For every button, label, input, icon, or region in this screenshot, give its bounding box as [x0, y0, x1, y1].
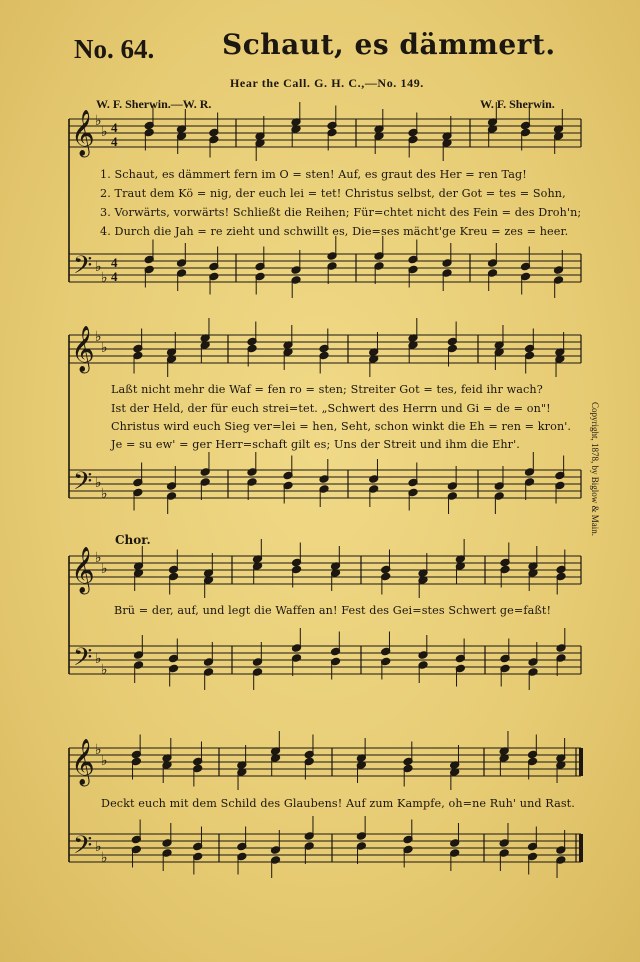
- flat-sign: ♭: [101, 270, 108, 286]
- flat-sign: ♭: [95, 839, 102, 855]
- verse-1-line-2: Laßt nicht mehr die Waf = fen ro = sten; Streiter Got = tes, feid ihr wach?: [111, 383, 543, 396]
- hymn-title: Schaut, es dämmert.: [222, 28, 556, 61]
- treble-clef: 𝄞: [71, 110, 95, 156]
- chorus-lyric-2: Deckt euch mit dem Schild des Glaubens! Auf zum Kampfe, oh=ne Ruh' und Rast.: [101, 797, 575, 810]
- flat-sign: ♭: [95, 475, 102, 491]
- chorus-label: Chor.: [115, 533, 151, 547]
- bass-clef: 𝄢: [73, 467, 93, 502]
- tune-reference: Hear the Call. G. H. C.,—No. 149.: [230, 76, 424, 90]
- chorus-lyric-1: Brü = der, auf, und legt die Waffen an! Fest des Gei=stes Schwert ge=faßt!: [114, 604, 552, 617]
- music-credit: W. F. Sherwin.: [480, 97, 555, 111]
- verse-3-line-1: 3. Vorwärts, vorwärts! Schließt die Reihen; Für=chtet nicht des Fein = des Droh'n;: [100, 206, 582, 219]
- flat-sign: ♭: [95, 742, 102, 758]
- flat-sign: ♭: [101, 561, 108, 577]
- flat-sign: ♭: [95, 113, 102, 129]
- flat-sign: ♭: [101, 486, 108, 502]
- flat-sign: ♭: [101, 124, 108, 140]
- treble-clef: 𝄞: [71, 739, 95, 785]
- flat-sign: ♭: [101, 340, 108, 356]
- treble-clef: 𝄞: [71, 547, 95, 593]
- flat-sign: ♭: [95, 259, 102, 275]
- bass-staff: [69, 470, 581, 498]
- time-sig: 4: [111, 255, 118, 270]
- verse-2-line-2: Ist der Held, der für euch strei=tet. „Schwert des Herrn und Gi = de = on"!: [111, 402, 551, 415]
- verse-4-line-2: Je = su ew' = ger Herr=schaft gilt es; Uns der Streit und ihm die Ehr'.: [111, 438, 520, 451]
- treble-clef: 𝄞: [71, 326, 95, 372]
- bass-clef: 𝄢: [73, 643, 93, 678]
- time-sig: 4: [111, 120, 118, 135]
- verse-3-line-2: Christus wird euch Sieg ver=lei = hen, Seht, schon winkt die Eh = ren = kron'.: [111, 420, 572, 433]
- verse-4-line-1: 4. Durch die Jah = re zieht und schwillt es, Die=ses mächt'ge Kreu = zes = heer.: [100, 225, 569, 238]
- flat-sign: ♭: [101, 662, 108, 678]
- time-sig: 4: [111, 134, 118, 149]
- flat-sign: ♭: [101, 753, 108, 769]
- flat-sign: ♭: [95, 651, 102, 667]
- verse-1-line-1: 1. Schaut, es dämmert fern im O = sten! Auf, es graut des Her = ren Tag!: [100, 168, 527, 181]
- verse-2-line-1: 2. Traut dem Kö = nig, der euch lei = tet! Christus selbst, der Got = tes = Sohn,: [100, 187, 566, 200]
- bass-clef: 𝄢: [73, 251, 93, 286]
- flat-sign: ♭: [95, 550, 102, 566]
- words-credit: W. F. Sherwin.—W. R.: [96, 97, 212, 111]
- copyright-notice: Copyright, 1878, by Biglow & Main.: [590, 402, 600, 537]
- flat-sign: ♭: [95, 329, 102, 345]
- flat-sign: ♭: [101, 850, 108, 866]
- hymn-number: No. 64.: [74, 34, 155, 64]
- bass-staff: [69, 834, 581, 862]
- bass-clef: 𝄢: [73, 831, 93, 866]
- time-sig: 4: [111, 269, 118, 284]
